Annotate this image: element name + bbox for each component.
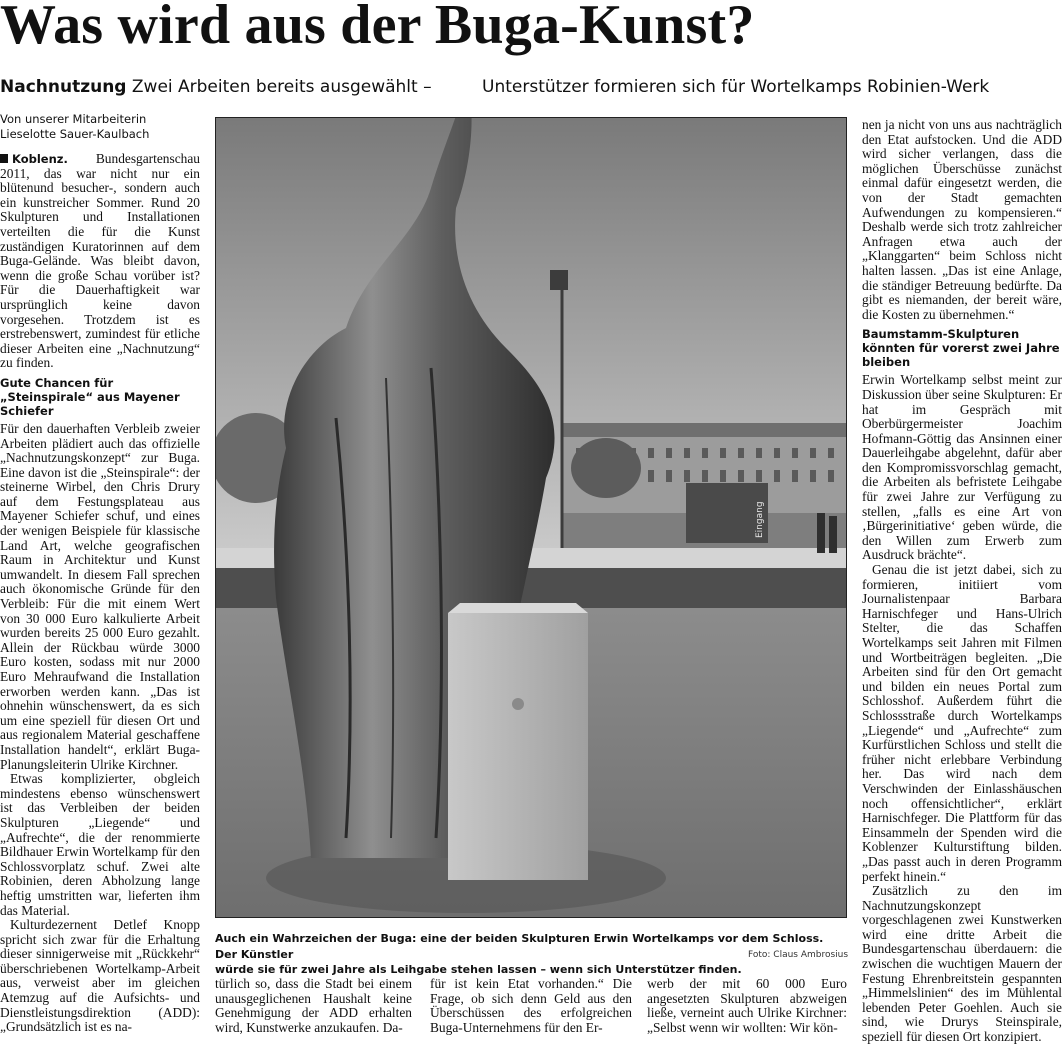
paragraph-knopp: Kulturdezernent Detlef Knopp spricht sich zwar für die Erhaltung dieser sinnigerweise mit „Rückkehr“ überschriebenen Wortelkamp-Arbeit aus, verweist aber im gleichen Atemzug auf die Aufsichts- und Dienstleistungsdirektion (ADD): „Grundsätzlich ist es na- bbox=[0, 917, 200, 1035]
subhead-baumstamm: Baumstamm-Skulpturen könnten für vorerst zwei Jahre bleiben bbox=[862, 327, 1060, 370]
paragraph-steinspirale: Für den dauerhaften Verbleib zweier Arbeiten plädiert auch das offizielle „Nachnutzungskonzept“ zur Buga. Eine davon ist die „Steinspirale“: der steinerne Wirbel, den Chris Drury auf dem Festungsplateau aus Mayener Schiefer schuf, und eines der wenigen Beispiele für klassische Land Art, welche geografischen Raum in Architektur und Kunst umwandelt. In diesem Fall sprechen auch ökonomische Gründe für den Verbleib: Für die mit einem Wert von 30 000 Euro kalkulierte Arbeit wurden bereits 25 000 Euro gezahlt. Allein der Rückbau würde 3000 Euro kosten, sodass mit nur 2000 Euro Mehraufwand die Installation erworben werden kann. „Das ist ohnehin wünschenswert, da es sich um eine speziell für diesen Ort und aus regionalem Material geschaffene Installation handelt“, erklärt Buga-Planungsleiterin Ulrike Kirchner. bbox=[0, 420, 200, 772]
headline: Was wird aus der Buga-Kunst? bbox=[0, 0, 755, 56]
front-concrete-block bbox=[448, 613, 588, 880]
caption-line-2: würde sie für zwei Jahre als Leihgabe stehen lassen – wenn sich Unterstützer finden. bbox=[215, 963, 742, 976]
subtitle bbox=[0, 72, 1064, 102]
paragraph-continued-3: werb der mit 60 000 Euro angesetzten Skulpturen abzweigen ließe, verneint auch Ulrike Kirchner: „Selbst wenn wir wollten: Wir kön- bbox=[647, 976, 847, 1035]
photo-illustration bbox=[216, 118, 847, 918]
kicker: Nachnutzung bbox=[0, 77, 127, 97]
paragraph-leihgabe: Erwin Wortelkamp selbst meint zur Diskussion über seine Skulpturen: Er hat im Gespräch mit Oberbürgermeister Joachim Hofmann-Göttig das Ansinnen einer Dauerleihgabe abgelehnt, dafür aber den Kompromissvorschlag gemacht, die Arbeiten als befristete Leihgabe für zwei Jahre zur Verfügung zu stellen, „falls es eine Art von ‚Bürgerinitiative‘ geben würde, die den Willen zum Erwerb zum Ausdruck brächte“. bbox=[862, 372, 1062, 563]
byline-author: Lieselotte Sauer-Kaulbach bbox=[0, 127, 150, 141]
caption-line-1: Auch ein Wahrzeichen der Buga: eine der beiden Skulpturen Erwin Wortelkamps vor dem Schloss. Der Künstler bbox=[215, 932, 824, 961]
subtitle-part-1: Zwei Arbeiten bereits ausgewählt – bbox=[131, 77, 432, 97]
dateline-square-icon bbox=[0, 154, 8, 163]
subtitle-part-2: Unterstützer formieren sich für Wortelkamps Robinien-Werk bbox=[482, 77, 990, 97]
sculpture-photo bbox=[215, 117, 847, 918]
dateline: Koblenz. bbox=[12, 152, 68, 166]
article-column-1 bbox=[0, 112, 200, 1035]
article-column-5 bbox=[862, 118, 1062, 1045]
entrance-sign-text: Eingang bbox=[755, 501, 765, 538]
paragraph-continued-2: für ist kein Etat vorhanden.“ Die Frage, ob sich denn Geld aus den Überschüssen des erfolgreichen Buga-Unternehmens für den Er- bbox=[430, 976, 632, 1035]
byline-role: Von unserer Mitarbeiterin bbox=[0, 112, 147, 126]
paragraph-wortelkamp: Etwas komplizierter, obgleich mindestens ebenso wünschenswert ist das Verbleiben der beiden Skulpturen „Liegende“ und „Aufrechte“, die der renommierte Bildhauer Erwin Wortelkamp für den Schlossvorplatz schuf. Zwei alte Robinien, deren Abholzung lange heftig umstritten war, lieferten ihm das Material. bbox=[0, 771, 200, 918]
article-column-3 bbox=[430, 977, 632, 1035]
article-column-2 bbox=[215, 977, 412, 1035]
intro-text: Bundesgartenschau 2011, das war nicht nur ein blütenund besucher-, sondern auch ein kunstreicher Sommer. Rund 20 Skulpturen und Installationen verteilten die für die Kunst zuständigen Kuratorinnen auf dem Buga-Gelände. Was bleibt davon, wenn die große Schau vorüber ist? Für die Dauerhaftigkeit war ursprünglich keine davon vorgesehen. Trotzdem ist es erstrebenswert, zumindest für etliche dieser Arbeiten eine „Nachnutzung“ zu finden. bbox=[0, 151, 200, 371]
byline bbox=[0, 112, 200, 142]
photo-credit: Foto: Claus Ambrosius bbox=[748, 950, 849, 960]
paragraph-etat: nen ja nicht von uns aus nachträglich den Etat aufstocken. Und die ADD wird sicher verlangen, dass die möglichen Überschüsse zunächst einmal dafür eingesetzt werden, die von der Stadt gemachten Aufwendungen zu kompensieren.“ Deshalb werde sich trotz zahlreicher Anfragen etwa auch der „Klanggarten“ beim Schloss nicht halten lassen. „Das ist eine Anlage, die ständiger Betreuung bedürfte. Da gibt es niemanden, der bereit wäre, die Kosten zu übernehmen.“ bbox=[862, 117, 1062, 322]
paragraph-initiative: Genau die ist jetzt dabei, sich zu formieren, initiiert vom Journalistenpaar Barbara Harnischfeger und Hans-Ulrich Stelter, die das Schaffen Wortelkamps seit Jahren mit Filmen und Wortbeiträgen begleiten. „Die Arbeiten sind für den Ort gemacht und bilden ein neues Portal zum Schlosshof. Außerdem führt die Schlossstraße durch Wortelkamps „Liegende“ und „Aufrechte“ zum Kurfürstlichen Schloss und stellt die früher nicht erlebbare Verbindung her. Das wird nach dem Verschwinden der Einlasshäuschen noch offensichtlicher“, erklärt Harnischfeger. Die Plattform für das Einsammeln der Spenden wird die Koblenzer Kulturstiftung bilden. „Das passt auch in deren Programm perfekt hinein.“ bbox=[862, 562, 1062, 884]
intro-paragraph bbox=[0, 152, 200, 371]
paragraph-continued-1: türlich so, dass die Stadt bei einem unausgeglichenen Haushalt keine Genehmigung der ADD erhalten wird, Kunstwerke anzukaufen. Da- bbox=[215, 976, 412, 1035]
paragraph-himmelslinien: Zusätzlich zu den im Nachnutzungskonzept vorgeschlagenen zwei Kunstwerken wird eine dritte Arbeit die Bundesgartenschau überdauern: die zwischen die wuchtigen Mauern der Festung Ehrenbreitstein gespannten „Himmelslinien“ des im Mühlental lebenden Peter Goehlen. Auch sie sind, wie Drurys Steinspirale, speziell für diesen Ort konzipiert. bbox=[862, 883, 1062, 1045]
subhead-steinspirale: Gute Chancen für „Steinspirale“ aus Mayener Schiefer bbox=[0, 375, 180, 418]
article-column-4-bottom bbox=[647, 977, 847, 1035]
